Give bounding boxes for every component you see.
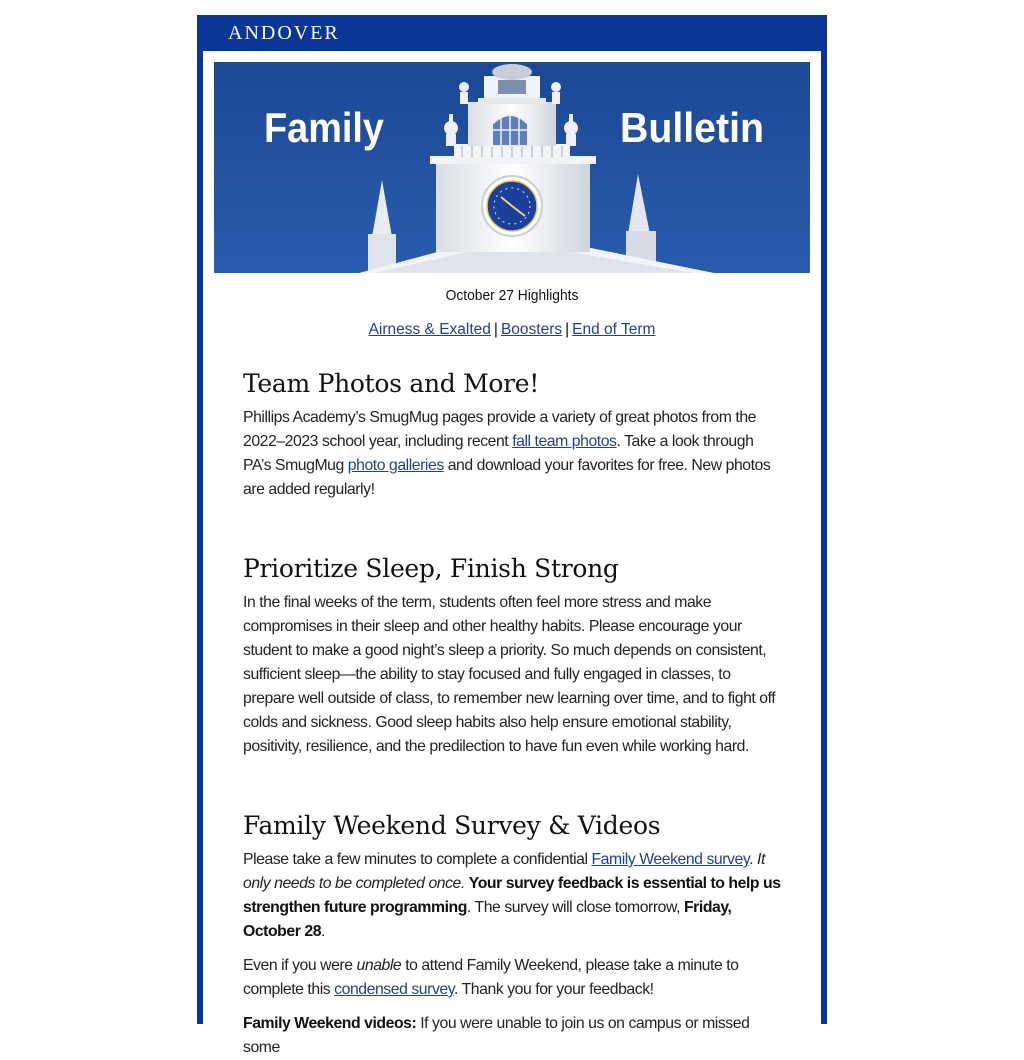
text: and download your favorites for free. New photos are added regularly! (243, 457, 771, 498)
videos-paragraph (243, 1012, 783, 1060)
email-frame (197, 15, 827, 1056)
section-prioritize-sleep (243, 554, 783, 759)
bold-text: Your survey feedback is essential to help us strengthen future programming (243, 875, 781, 916)
nav-separator: | (493, 321, 498, 338)
survey-paragraph (243, 848, 783, 944)
text: Phillips Academy’s SmugMug pages provide a variety of great photos from the 2022–2023 school year, including recent (243, 409, 756, 450)
bold-date: Friday, October 28 (243, 899, 732, 940)
family-weekend-survey-link[interactable]: Family Weekend survey (591, 851, 750, 868)
section-team-photos (243, 369, 783, 502)
section-nav (203, 321, 821, 339)
nav-link-boosters[interactable]: Boosters (500, 321, 563, 338)
section-family-weekend-survey (243, 811, 783, 1060)
section-title: Family Weekend Survey & Videos (243, 811, 661, 840)
photo-galleries-link[interactable]: photo galleries (347, 457, 444, 474)
bulletin-card (203, 51, 821, 1056)
bold-label: Family Weekend videos: (243, 1015, 417, 1032)
text: . The survey will close tomorrow, (466, 899, 684, 916)
hero-word-bulletin: Bulletin (620, 104, 764, 151)
section-body (243, 406, 783, 502)
emphasis: It only needs to be completed once. (243, 851, 765, 892)
text: . (749, 851, 758, 868)
hero-banner (214, 62, 810, 273)
brand-bar (197, 15, 827, 51)
section-title: Prioritize Sleep, Finish Strong (243, 554, 619, 583)
section-title: Team Photos and More! (243, 369, 540, 398)
text: . (321, 923, 325, 940)
text: Please take a few minutes to complete a confidential (243, 851, 592, 868)
text: . Thank you for your feedback! (454, 981, 654, 998)
nav-link-end-of-term[interactable]: End of Term (572, 321, 656, 338)
text: . Take a look through PA’s SmugMug (243, 433, 754, 474)
hero-word-family: Family (264, 104, 385, 151)
date-heading: October 27 Highlights (445, 287, 579, 304)
emphasis: unable (356, 957, 402, 974)
text: Even if you were (243, 957, 357, 974)
nav-separator: | (565, 321, 570, 338)
text: to attend Family Weekend, please take a minute to complete this (243, 957, 739, 998)
section-body: In the final weeks of the term, students often feel more stress and make compromises in their sleep and other healthy habits. Please encourage your student to make a good night’s sleep a priority. So much depends on consistent, sufficient sleep—the ability to stay focused and fully engaged in classes, to prepare well outside of class, to remember new learning over time, and to fight off colds and sickness. Good sleep habits also help ensure emotional stability, positivity, resilience, and the predilection to have fun even while working hard. (243, 594, 776, 755)
text: If you were unable to join us on campus or missed some (243, 1015, 750, 1056)
fall-team-photos-link[interactable]: fall team photos (512, 433, 617, 450)
andover-logo[interactable]: ANDOVER (228, 22, 340, 44)
condensed-survey-link[interactable]: condensed survey (334, 981, 455, 998)
nav-link-airness-exalted[interactable]: Airness & Exalted (368, 321, 491, 338)
condensed-survey-paragraph (243, 954, 783, 1002)
